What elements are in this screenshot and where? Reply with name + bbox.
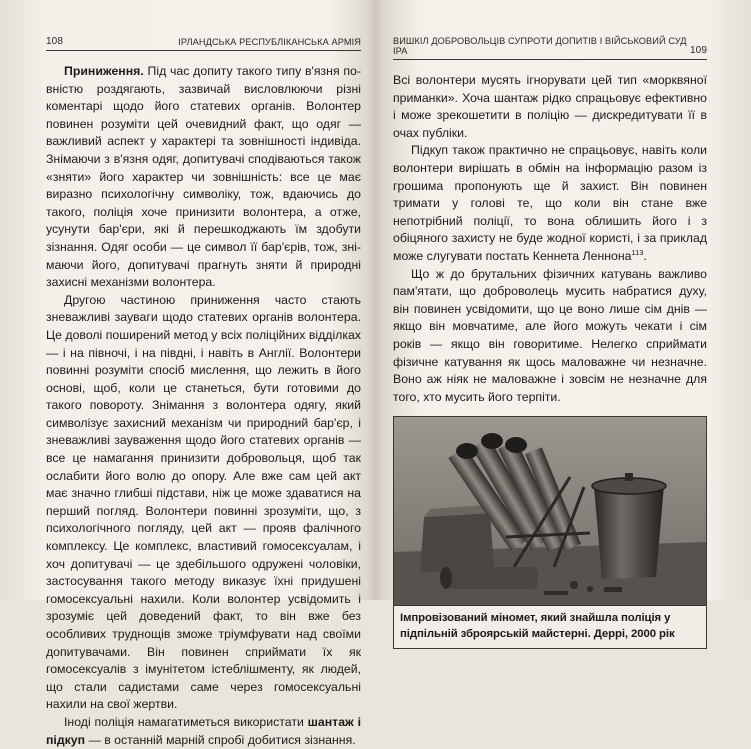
right-running-head (393, 36, 707, 60)
left-body-text (46, 63, 361, 749)
figure (393, 416, 707, 649)
paragraph-text: Іноді поліція намагатиметься використати (64, 714, 308, 729)
footnote-ref: 113 (631, 247, 644, 257)
bold-term: шантаж і підкуп (46, 714, 361, 747)
paragraph: Всі волонтери мусять ігнорувати цей тип «морквяної приманки». Хоча шантаж рідко спрацьовує ефективно і може зрекошетити в поліцію — дискредитувати її в очах публіки. (393, 73, 707, 140)
left-running-head (46, 36, 361, 51)
left-header-title: ІРЛАНДСЬКА РЕСПУБЛІКАНСЬКА АРМІЯ (178, 37, 361, 47)
left-page-number: 108 (46, 36, 63, 47)
photo-mortar-icon (394, 417, 706, 606)
paragraph: Другою частиною приниження часто стають зневажливі зауваги щодо статевих органів волонтера. Це доволі поширений метод у всіх поліційних відділках — і на півночі, і на півдні, і навіть в Англії. Волонтери повинні розуміти спосіб мислення, що лежить в його основі, щоб, коли це станеться, бути готовими до такого повороту. Знімання з волонтера одягу, який символізує захисний механізм чи природний бар'єр, і зневажливі зауваження щодо його статевих органів — все це намагання принизити добровольця, щоб так ослабити його волю до опору. Але вже сам цей акт має значно глибші підстави, ніж це може здаватися на перший погляд. Волонтери повинні зрозуміти, що, з психологічного погляду, цей акт — прояв фалічного комплексу. Це комплекс, властивий гомосексуалам, і хоч допитувачі — це здебільшого одружені чоловіки, застосування такого методу виказує їхні придушені гомосексуальні нахили. Коли волонтер усвідомить і зрозуміє цей доведений факт, то він вже без особливих труднощів зможе тріумфувати над своїми допитувачами. Він повинен сприймати їх як гомосексуалів з імунітетом істеблішменту, як людей, що стали садистами саме через гомосексуальні нахили на свої жертви. (46, 292, 361, 712)
paragraph-text: Під час допиту такого типу в'язня повністю роздягають, зазвичай висловлюючи різні коментарі щодо його статевих органів. Волонтер повинен розуміти цей очевидний факт, що одяг — важливий аспект у характері та зовнішності індивіда. Знімаючи з в'язня одяг, допитувачі сподіваються також «зняти» його характер чи зовнішність: все це має виразно психологічну символіку, тож, вдаючись до такого, поліція хоче принизити волонтера, а отже, усунути бар'єри, які й перешкоджають їм здобути зізнання. Одяг особи — це символ її бар'єрів, тож, знімаючи його, допитувачі прагнуть зняти й природні захисні механізми волонтера. (46, 64, 361, 290)
paragraph-text: Підкуп також практично не спрацьовує, навіть коли волонтери вирішать в обмін на інформацію разом із грошима пропонують ще й захист. Він повинен тримати у голові те, що коли він стане вже непотрібний поліції, то вона облишить його і з обіцяного захисту не буде жодної користі, і за приклад може слугувати постать Кеннета Леннона (393, 143, 707, 263)
paragraph-text: . (643, 248, 647, 263)
heading-humiliation: Приниження. (64, 64, 144, 78)
right-body-text (393, 72, 707, 406)
paragraph-text: — в останній марній спробі добитися зізнання. (85, 732, 356, 747)
paragraph (46, 714, 361, 749)
figure-caption: Імпровізований міномет, який знайшла поліція у підпільній зброярській майстерні. Деррі, 2000 рік (400, 612, 675, 640)
paragraph (393, 142, 707, 265)
paragraph: Що ж до брутальних фізичних катувань важливо пам'ятати, що доброволець мусить набратися духу, він повинен усвідомити, що це воно лише сім днів — якщо він мовчатиме, але його можуть чекати і сім років — якщо він говоритиме. Нелегко сприймати фізичне катування як щось маловажне чи незначне. Воно аж ніяк не маловажне і зовсім не незначне для того, хто мусить його терпіти. (393, 266, 707, 404)
right-page (375, 0, 751, 640)
left-page (0, 0, 375, 747)
right-page-number: 109 (690, 45, 707, 56)
paragraph (46, 63, 361, 292)
right-header-title: ВИШКІЛ ДОБРОВОЛЬЦІВ СУПРОТИ ДОПИТІВ І ВІЙСЬКОВИЙ СУД ІРА (393, 36, 687, 56)
